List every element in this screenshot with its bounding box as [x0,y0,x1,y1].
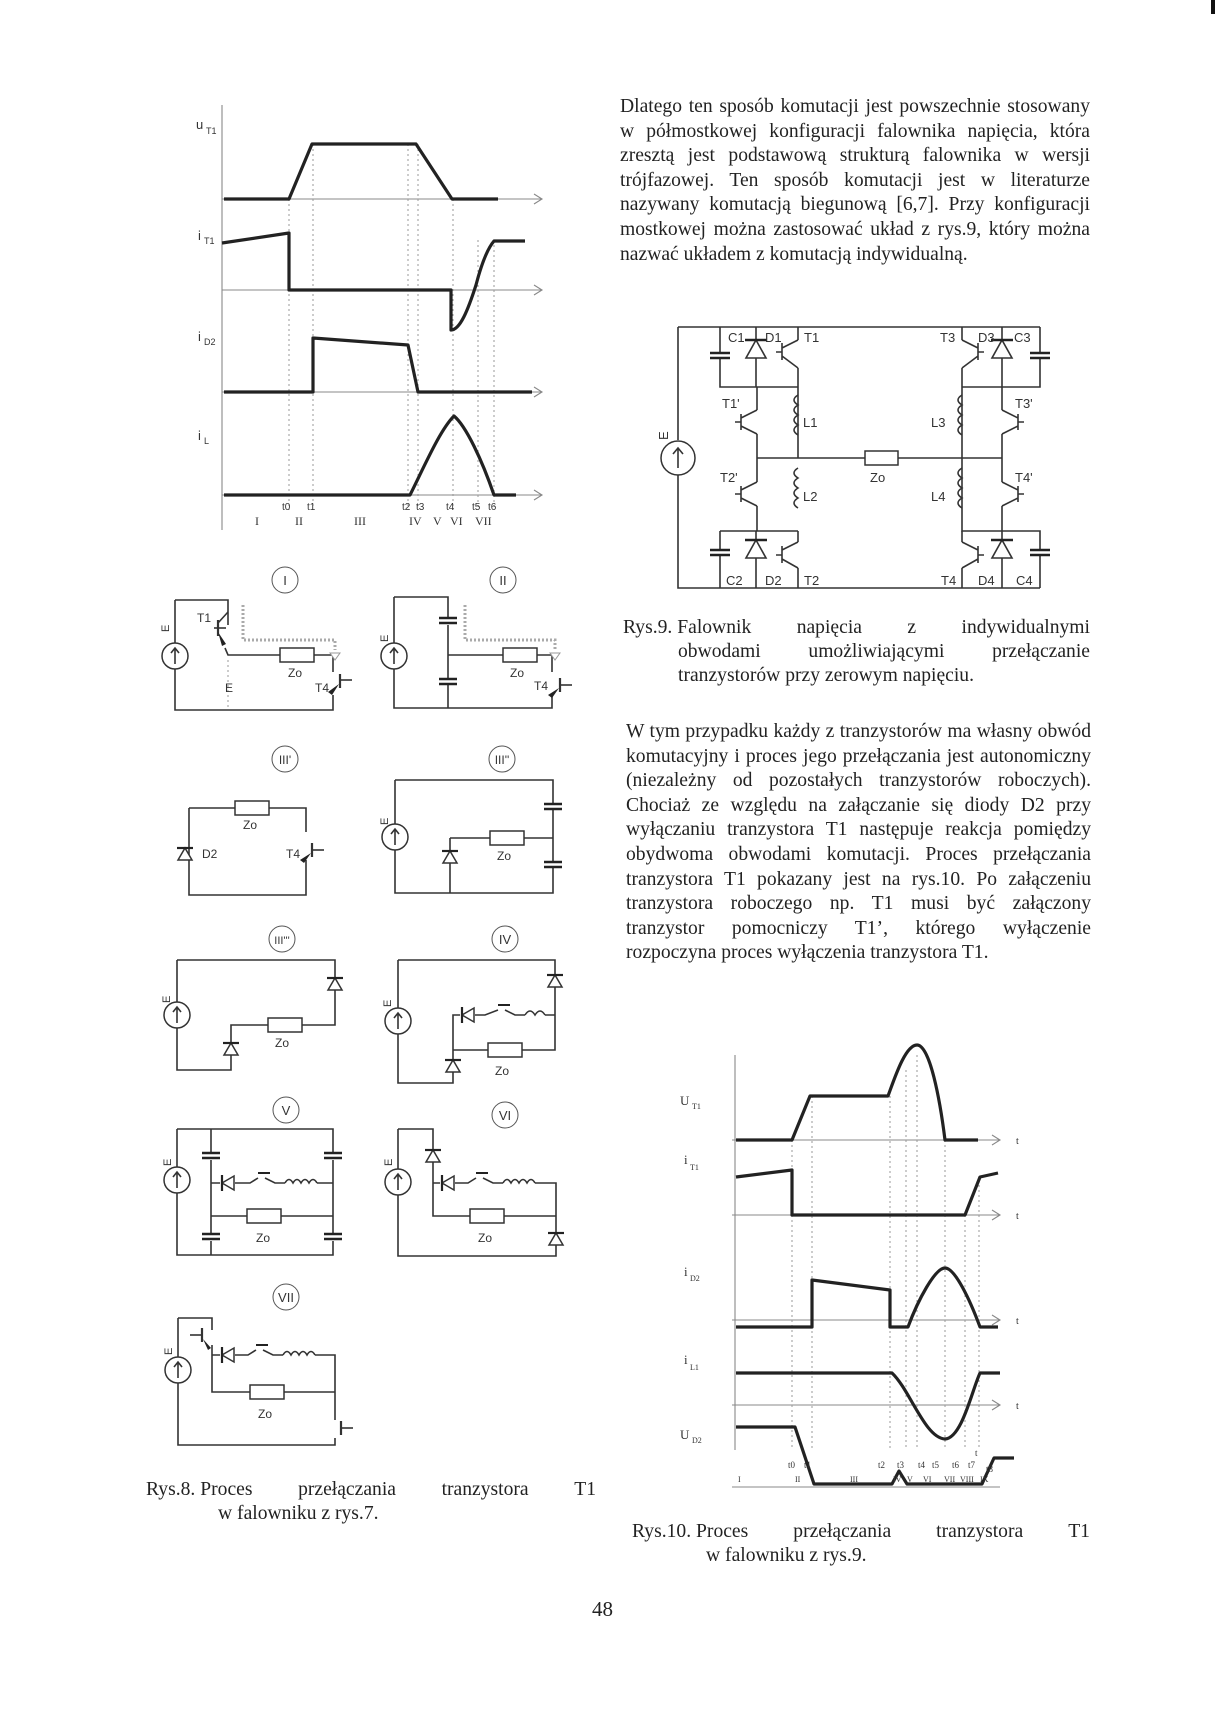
waveform-iL [224,416,516,495]
label-E: E [379,634,391,642]
label-E-cap: E [225,681,234,695]
fig10-time-gridlines [792,1055,979,1450]
circuit-III-prime [177,746,324,895]
caption-line: tranzystorów przy zerowym napięciu. [678,665,974,686]
label-T4: T4 [286,847,301,861]
waveform-iT1 [736,1170,998,1215]
label-T4: T4 [941,573,957,588]
label-T3-prime: T3' [1015,396,1033,411]
paragraph-text: W tym przypadku każdy z tranzystorów ma własny obwód komutacyjny i proces jego przełączania jest autonomiczny (niezależny od pozostałych tranzystorów roboczych). Chociaż ze względu na załączanie się diody D2 przy wyłączaniu tranzystora T1 następuje reakcja pomiędzy obydwoma obwodami komutacji. Proces przełączania tranzystora T1 pokazany jest na rys.10. Po załączeniu tranzystora roboczego np. T1 musi być załączony tranzystor pomocniczy T1’, którego wyłączenie rozpoczyna proces wyłączenia tranzystora T1. [626,721,1091,964]
time-mark: t4 [446,502,455,513]
circuit-II [379,567,572,708]
waveform-uT1 [224,144,498,199]
scan-edge-mark [1211,0,1215,14]
label-U-sub: D2 [692,1436,702,1445]
time-mark: t6 [488,502,497,513]
label-Zo: Zo [495,1064,510,1078]
interval: III [850,1475,858,1484]
circuit-id: III''' [274,935,290,947]
fig9-schematic [600,310,1050,600]
circuit-id: VII [278,1290,294,1305]
label-D2: D2 [765,573,782,588]
label-T1-prime: T1' [722,396,740,411]
label-D1: D1 [765,330,782,345]
label-i: i [198,428,201,443]
caption-word: tranzystora [936,1521,1024,1542]
label-i-sub: T1 [690,1163,699,1172]
label-T1: T1 [197,611,212,625]
axis-t-label: t [1016,1211,1019,1222]
label-E: E [379,817,391,825]
label-U: U [680,1427,690,1442]
axis-t-label: t [1016,1136,1019,1147]
fig10-axis-t-labels [1016,1136,1019,1412]
interval: VI [450,514,463,528]
page-number: 48 [592,1597,613,1621]
fig8-time-marks [282,502,497,513]
interval: I [738,1475,741,1484]
time-mark: t5 [932,1460,940,1470]
label-E: E [160,624,172,632]
label-C1: C1 [728,330,745,345]
caption-word: z [907,617,917,638]
circuit-id: V [281,1103,291,1118]
label-E: E [656,431,671,440]
waveform-iD2 [224,338,532,392]
label-L1: L1 [803,415,818,430]
fig8-waveforms [150,90,550,530]
label-E: E [161,995,173,1003]
interval: VII [475,514,492,528]
time-mark: t8 [986,1464,994,1474]
caption-line: w falowniku z rys.9. [706,1545,867,1566]
time-mark: t5 [472,502,481,513]
label-D3: D3 [978,330,995,345]
waveform-iT1 [222,233,525,330]
paragraph-1 [620,95,1090,267]
circuit-id: VI [498,1108,512,1123]
label-u: u [196,117,204,132]
caption-number: Rys.8. [146,1479,196,1500]
label-Zo: Zo [478,1231,493,1245]
interval: IV [409,514,422,528]
circuit-V [162,1097,342,1255]
interval: II [795,1475,801,1484]
interval: III [354,514,366,528]
label-Zo: Zo [256,1231,271,1245]
interval: V [907,1475,913,1484]
caption-word: przełączania [793,1521,892,1542]
interval: IX [980,1475,989,1484]
fig8-caption [146,1478,596,1526]
interval: VIII [960,1475,974,1484]
circuit-id: IV [498,932,512,947]
label-C3: C3 [1014,330,1031,345]
label-E: E [382,999,394,1007]
axis-t-label: t [1016,1316,1019,1327]
label-L3: L3 [931,415,946,430]
label-Zo: Zo [243,818,258,832]
label-U-sub: T1 [692,1102,701,1111]
circuit-VI [383,1102,564,1256]
axis-t-label: t [1016,1401,1019,1412]
fig9-wires [678,327,1040,588]
label-Zo: Zo [258,1407,273,1421]
label-U: U [680,1093,690,1108]
circuit-III-double-prime [379,746,562,893]
label-E: E [162,1158,174,1166]
time-mark: t0 [788,1460,796,1470]
caption-word: przełączania [298,1479,396,1500]
label-i: i [198,228,201,243]
waveform-iL1 [736,1373,1000,1439]
label-i-sub: L [204,436,210,446]
interval: VII [944,1475,956,1484]
label-T2-prime: T2' [720,470,738,485]
interval: II [295,514,303,528]
fig10-time-axis [680,1448,1060,1510]
caption-word: T1 [1068,1521,1090,1542]
circuit-id: I [283,573,287,588]
axis-t-label: t [975,1448,978,1458]
label-Zo: Zo [288,666,303,680]
caption-word: Proces [200,1479,253,1500]
interval: IV [893,1475,902,1484]
fig8-circuits [140,550,590,1450]
label-i: i [684,1152,688,1167]
label-T4-prime: T4' [1015,470,1033,485]
label-Zo: Zo [870,470,886,485]
paragraph-text: Dlatego ten sposób komutacji jest powszechnie stosowany w półmostkowej konfiguracji falownika napięcia, która zresztą jest podstawową strukturą falownika w wersji trójfazowej. Ten sposób komutacji jest w literaturze nazywany komutacją biegunową [6,7]. Przy konfiguracji mostkowej można zastosować układ z rys.9, który można nazwać układem z komutacją indywidualną. [620,96,1090,265]
label-D4: D4 [978,573,995,588]
circuit-III-triple-prime [161,926,343,1070]
interval: VI [923,1475,932,1484]
time-mark: t2 [878,1460,886,1470]
label-T4: T4 [534,679,549,693]
time-mark: t1 [307,502,316,513]
label-T2: T2 [804,573,820,588]
waveform-iD2 [736,1268,998,1327]
label-i: i [684,1352,688,1367]
paragraph-2 [626,720,1091,966]
label-i: i [684,1264,688,1279]
time-mark: t3 [897,1460,905,1470]
label-u-sub: T1 [206,126,217,136]
fig10-caption [632,1520,1090,1568]
label-Zo: Zo [510,666,525,680]
caption-word: indywidualnymi [961,617,1090,638]
circuit-VII [163,1284,353,1445]
caption-word: T1 [574,1479,596,1500]
caption-word: napięcia [796,617,862,638]
time-mark: t0 [282,502,291,513]
label-i-sub: D2 [204,337,216,347]
label-L2: L2 [803,489,818,504]
fig10-waveforms [680,1030,1040,1460]
time-mark: t3 [416,502,425,513]
label-T4: T4 [315,681,330,695]
label-Zo: Zo [275,1036,290,1050]
caption-number: Rys.10. [632,1521,692,1542]
label-Zo: Zo [497,849,512,863]
caption-line: w falowniku z rys.7. [218,1503,379,1524]
fig9-caption [623,616,1090,688]
circuit-id: II [499,573,507,588]
caption-line: obwodami umożliwiającymi przełączanie [678,641,1090,662]
circuit-id: III' [278,753,292,767]
label-C2: C2 [726,573,743,588]
circuit-IV [382,926,563,1083]
time-mark: t1 [804,1460,812,1470]
label-L4: L4 [931,489,946,504]
waveform-UT1 [736,1045,978,1140]
caption-word: Proces [696,1521,749,1542]
label-E: E [163,1347,175,1355]
label-D2: D2 [202,847,218,861]
label-i-sub: L1 [690,1363,699,1372]
label-T1: T1 [804,330,820,345]
circuit-I [160,567,352,710]
resistor-Zo [865,451,898,465]
time-mark: t4 [918,1460,926,1470]
interval: I [255,514,259,528]
time-mark: t7 [968,1460,976,1470]
interval: V [433,514,442,528]
label-i-sub: D2 [690,1274,700,1283]
label-C4: C4 [1016,573,1033,588]
label-T3: T3 [940,330,956,345]
time-mark: t6 [952,1460,960,1470]
caption-word: tranzystora [441,1479,529,1500]
label-E: E [383,1158,395,1166]
fig10-labels [680,1093,702,1445]
fig8-intervals [255,514,492,528]
label-i: i [198,329,201,344]
label-i-sub: T1 [204,236,215,246]
time-mark: t2 [402,502,411,513]
caption-number: Rys.9. [623,617,673,638]
circuit-id: III'' [494,753,510,767]
caption-word: Falownik [677,617,752,638]
